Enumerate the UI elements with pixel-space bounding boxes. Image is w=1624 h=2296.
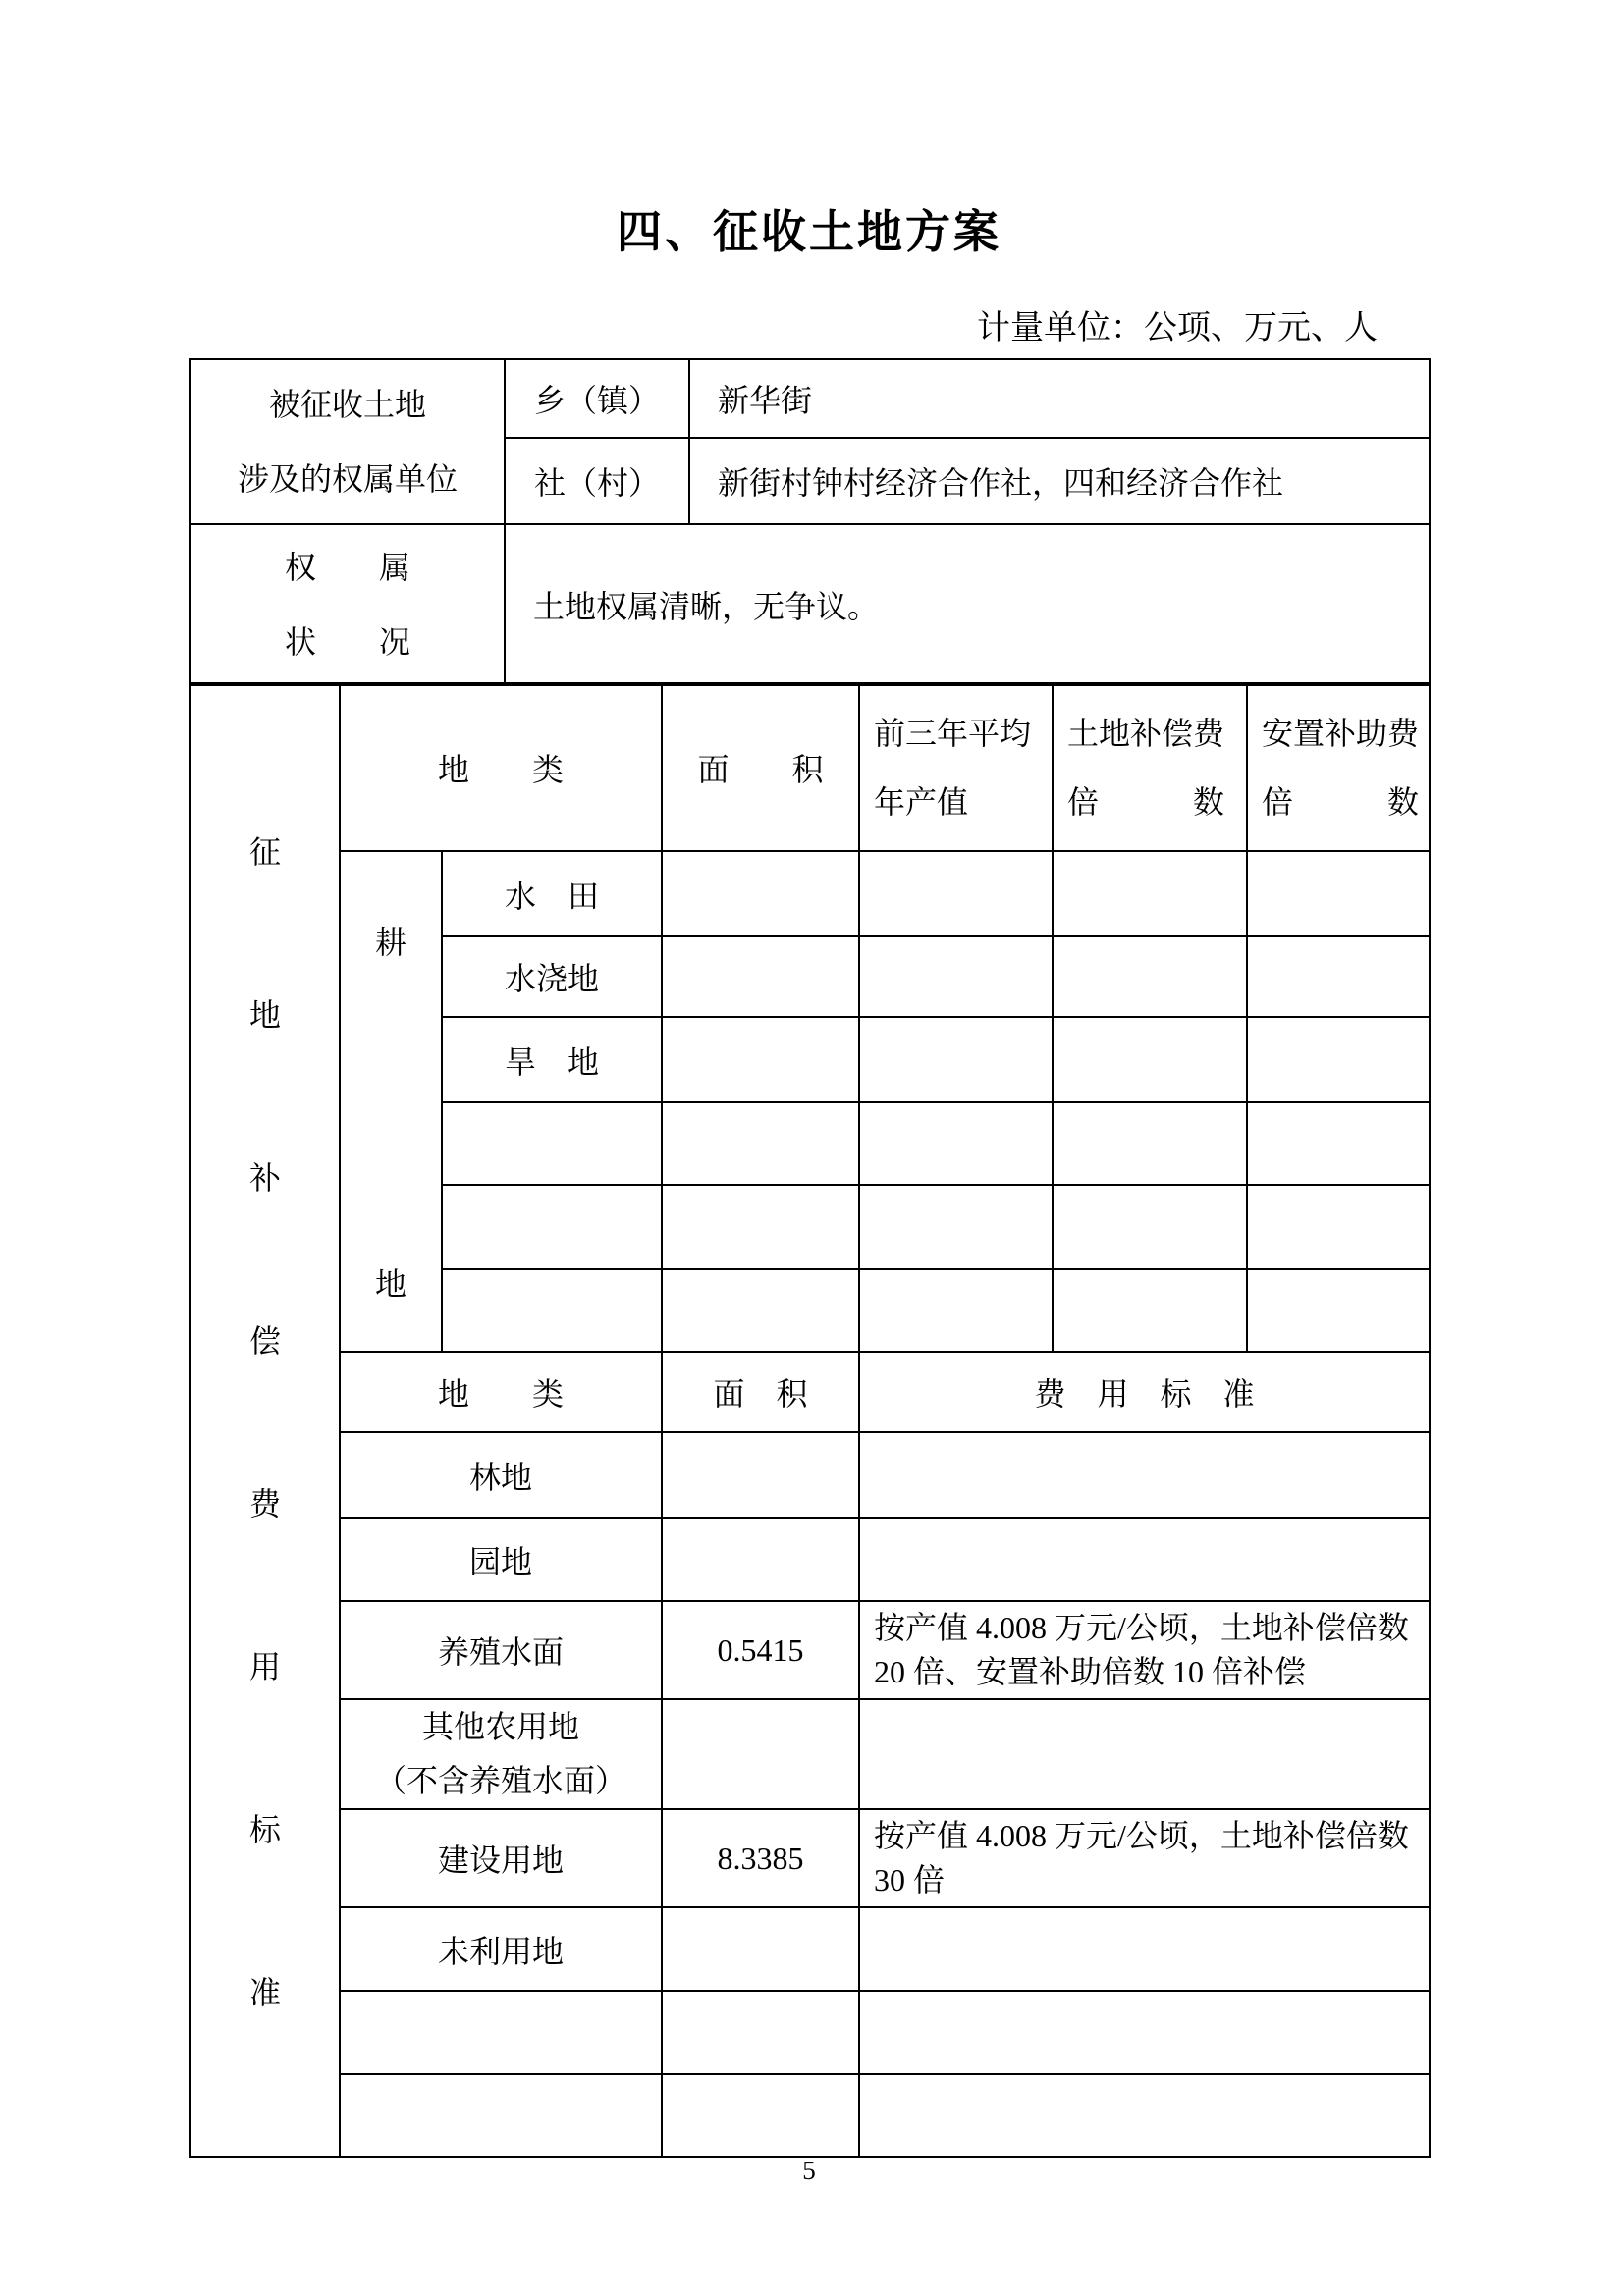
area-cell xyxy=(662,1017,859,1102)
group-char: 地 xyxy=(374,1266,406,1302)
landtype-cell xyxy=(340,1991,662,2074)
landtype-cell xyxy=(442,1269,662,1352)
area-cell xyxy=(662,1518,859,1601)
unit-note: 计量单位：公项、万元、人 xyxy=(977,310,1378,347)
standard-cell xyxy=(859,2074,1430,2157)
resettle-line1: 安置补助费 xyxy=(1262,715,1420,751)
landtype-cell xyxy=(442,1185,662,1269)
landcomp-cell xyxy=(1053,1017,1247,1102)
side-char: 地 xyxy=(248,996,281,1033)
owner-unit-label-line1: 被征收土地 xyxy=(268,387,426,422)
area-cell xyxy=(662,851,859,936)
tenure-value-cell: 土地权属清晰，无争议。 xyxy=(505,524,1430,685)
lower-row-forest xyxy=(190,1432,1430,1518)
owner-unit-label-line2: 涉及的权属单位 xyxy=(237,461,458,497)
aav-cell xyxy=(859,1102,1053,1185)
aav-cell xyxy=(859,1185,1053,1269)
area-cell: 0.5415 xyxy=(662,1601,859,1699)
area-cell xyxy=(662,1269,859,1352)
tenure-label-line2: 状 况 xyxy=(284,624,410,660)
landtype-cell: 水浇地 xyxy=(442,936,662,1017)
landcomp-cell xyxy=(1053,936,1247,1017)
side-label-cell xyxy=(190,683,340,2157)
tenure-row xyxy=(190,524,1430,685)
landtype-cell xyxy=(442,1102,662,1185)
info-table xyxy=(189,358,1431,686)
landcomp-cell xyxy=(1053,1269,1247,1352)
side-char: 偿 xyxy=(248,1322,281,1359)
lower-row-other-agri xyxy=(190,1699,1430,1809)
standard-cell xyxy=(859,1432,1430,1518)
resettle-cell xyxy=(1247,1017,1430,1102)
landtype-cell xyxy=(340,1699,662,1809)
resettle-cell xyxy=(1247,851,1430,936)
landcomp-line1: 土地补偿费 xyxy=(1067,715,1225,751)
area-cell xyxy=(662,1432,859,1518)
lower-row-aquaculture xyxy=(190,1601,1430,1699)
lower-header-landtype: 地 类 xyxy=(340,1352,662,1432)
area-cell xyxy=(662,2074,859,2157)
resettle-cell xyxy=(1247,1102,1430,1185)
standard-cell: 按产值 4.008 万元/公顷，土地补偿倍数 30 倍 xyxy=(859,1809,1430,1907)
upper-header-aav xyxy=(859,683,1053,851)
side-char: 征 xyxy=(248,833,281,870)
side-char: 标 xyxy=(248,1811,281,1847)
standard-cell xyxy=(859,1907,1430,1991)
aav-cell xyxy=(859,851,1053,936)
upper-header-area: 面 积 xyxy=(662,683,859,851)
owner-unit-label-cell xyxy=(190,359,505,524)
tenure-label-line1: 权 属 xyxy=(284,550,410,585)
landtype-cell: 养殖水面 xyxy=(340,1601,662,1699)
side-label xyxy=(191,710,339,2131)
lower-header-row xyxy=(190,1352,1430,1432)
village-label-cell: 社（村） xyxy=(505,438,689,524)
resettle-cell xyxy=(1247,936,1430,1017)
document-body xyxy=(189,0,1429,2296)
aav-cell xyxy=(859,936,1053,1017)
landcomp-line2: 倍 数 xyxy=(1067,783,1225,820)
lower-row-construction xyxy=(190,1809,1430,1907)
cultivated-land-group-cell xyxy=(340,851,442,1352)
area-cell: 8.3385 xyxy=(662,1809,859,1907)
other-agri-line2: （不含养殖水面） xyxy=(375,1763,627,1798)
landtype-cell xyxy=(340,2074,662,2157)
lower-header-area: 面 积 xyxy=(662,1352,859,1432)
resettle-line2: 倍 数 xyxy=(1262,783,1420,820)
landtype-cell: 林地 xyxy=(340,1432,662,1518)
lower-row-empty xyxy=(190,2074,1430,2157)
lower-header-standard: 费 用 标 准 xyxy=(859,1352,1430,1432)
lower-row-empty xyxy=(190,1991,1430,2074)
upper-header-landtype: 地 类 xyxy=(340,683,662,851)
upper-header-row xyxy=(190,683,1430,851)
area-cell xyxy=(662,1102,859,1185)
landtype-cell: 建设用地 xyxy=(340,1809,662,1907)
side-char: 用 xyxy=(248,1648,281,1684)
landtype-cell: 旱 地 xyxy=(442,1017,662,1102)
resettle-cell xyxy=(1247,1185,1430,1269)
area-cell xyxy=(662,936,859,1017)
lower-row-garden xyxy=(190,1518,1430,1601)
standard-cell xyxy=(859,1991,1430,2074)
area-cell xyxy=(662,1699,859,1809)
aav-cell xyxy=(859,1017,1053,1102)
group-char: 耕 xyxy=(374,925,406,960)
area-cell xyxy=(662,1991,859,2074)
other-agri-line1: 其他农用地 xyxy=(422,1709,580,1744)
landtype-cell: 水 田 xyxy=(442,851,662,936)
landtype-cell: 未利用地 xyxy=(340,1907,662,1991)
standard-cell: 按产值 4.008 万元/公顷，土地补偿倍数 20 倍、安置补助倍数 10 倍补偿 xyxy=(859,1601,1430,1699)
resettle-cell xyxy=(1247,1269,1430,1352)
landcomp-cell xyxy=(1053,1185,1247,1269)
aav-line2: 年产值 xyxy=(874,783,969,820)
landtype-cell: 园地 xyxy=(340,1518,662,1601)
village-value-cell: 新街村钟村经济合作社，四和经济合作社 xyxy=(689,438,1430,524)
document-title: 四、征收土地方案 xyxy=(617,206,1001,257)
township-row xyxy=(190,359,1430,438)
upper-row-paddy xyxy=(190,851,1430,936)
lower-row-unused xyxy=(190,1907,1430,1991)
compensation-table xyxy=(189,682,1431,2158)
tenure-label-cell xyxy=(190,524,505,685)
side-char: 准 xyxy=(248,1974,281,2010)
area-cell xyxy=(662,1907,859,1991)
landcomp-cell xyxy=(1053,1102,1247,1185)
side-char: 补 xyxy=(248,1159,281,1196)
area-cell xyxy=(662,1185,859,1269)
cultivated-land-label xyxy=(341,853,441,1350)
township-value-cell: 新华街 xyxy=(689,359,1430,438)
upper-header-landcomp xyxy=(1053,683,1247,851)
standard-cell xyxy=(859,1518,1430,1601)
upper-header-resettle xyxy=(1247,683,1430,851)
side-char: 费 xyxy=(248,1485,281,1522)
aav-line1: 前三年平均 xyxy=(874,715,1032,751)
township-label-cell: 乡（镇） xyxy=(505,359,689,438)
aav-cell xyxy=(859,1269,1053,1352)
page-number: 5 xyxy=(802,2156,816,2185)
landcomp-cell xyxy=(1053,851,1247,936)
standard-cell xyxy=(859,1699,1430,1809)
